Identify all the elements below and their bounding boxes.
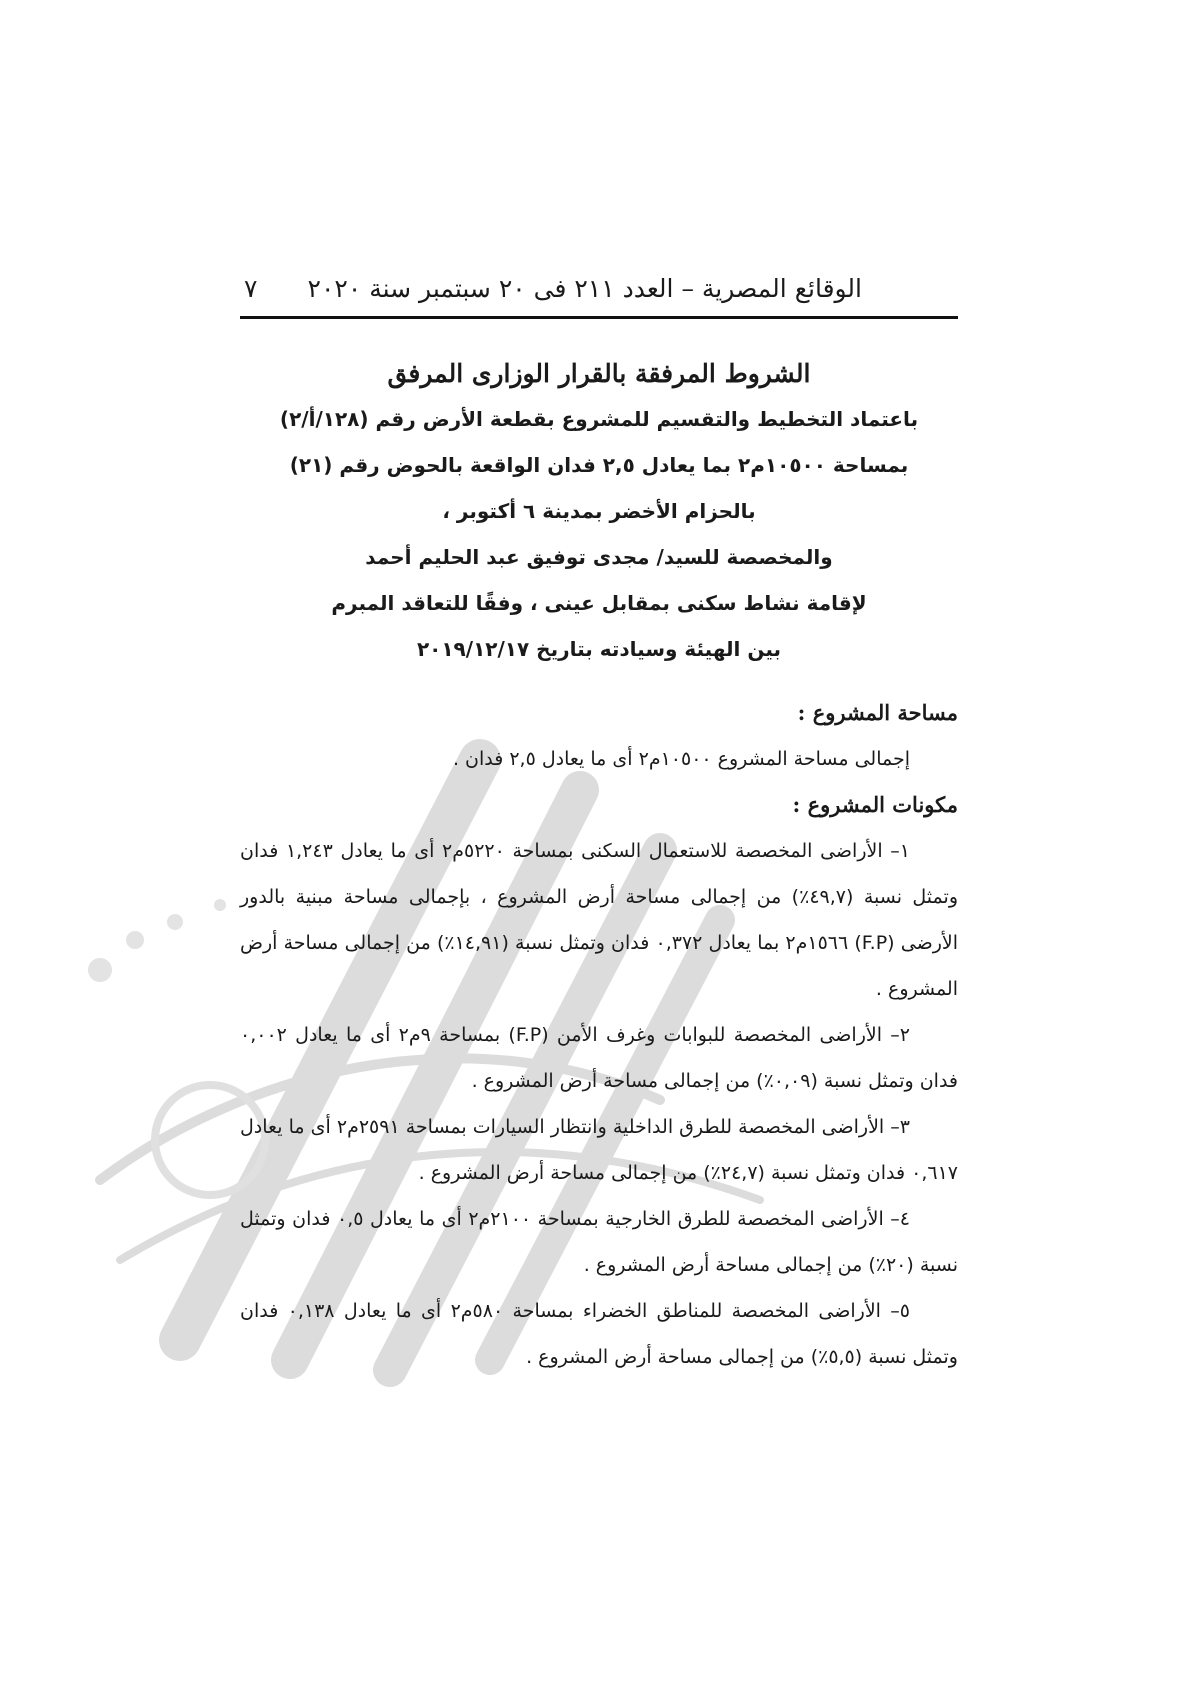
component-item-3: ٣– الأراضى المخصصة للطرق الداخلية وانتظار السيارات بمساحة ٢٥٩١م٢ أى ما يعادل ٠,٦١٧ فدان وتمثل نسبة (٢٤,٧٪) من إجمالى مساحة أرض المشروع . <box>240 1116 958 1184</box>
title-line: باعتماد التخطيط والتقسيم للمشروع بقطعة الأرض رقم (١٢٨/أ/٢) <box>279 407 919 431</box>
gazette-issue-title: الوقائع المصرية – العدد ٢١١ فى ٢٠ سبتمبر سنة ٢٠٢٠ <box>307 274 862 303</box>
page-number: ٧ <box>244 274 258 303</box>
area-paragraph: إجمالى مساحة المشروع ١٠٥٠٠م٢ أى ما يعادل ٢,٥ فدان . <box>452 748 910 770</box>
title-line: بمساحة ١٠٥٠٠م٢ بما يعادل ٢,٥ فدان الواقعة بالحوض رقم (٢١) <box>289 453 909 477</box>
component-item-2: ٢– الأراضى المخصصة للبوابات وغرف الأمن (F.P) بمساحة ٩م٢ أى ما يعادل ٠,٠٠٢ فدان وتمثل نسبة (٠,٠٩٪) من إجمالى مساحة أرض المشروع . <box>240 1024 958 1092</box>
title-line: بين الهيئة وسيادته بتاريخ ٢٠١٩/١٢/١٧ <box>416 637 782 661</box>
page-header <box>240 270 958 319</box>
decree-title-block <box>240 352 958 672</box>
title-line: بالحزام الأخضر بمدينة ٦ أكتوبر ، <box>442 499 756 523</box>
components-heading: مكونات المشروع : <box>792 792 958 817</box>
area-heading: مساحة المشروع : <box>797 700 958 725</box>
component-item-5: ٥– الأراضى المخصصة للمناطق الخضراء بمساحة ٥٨٠م٢ أى ما يعادل ٠,١٣٨ فدان وتمثل نسبة (٥,٥٪) من إجمالى مساحة أرض المشروع . <box>240 1300 958 1368</box>
document-body <box>240 690 958 1380</box>
title-line: والمخصصة للسيد/ مجدى توفيق عبد الحليم أحمد <box>365 545 833 569</box>
main-title: الشروط المرفقة بالقرار الوزارى المرفق <box>387 359 811 388</box>
component-item-4: ٤– الأراضى المخصصة للطرق الخارجية بمساحة ٢١٠٠م٢ أى ما يعادل ٠,٥ فدان وتمثل نسبة (٢٠٪) من إجمالى مساحة أرض المشروع . <box>240 1208 958 1276</box>
title-line: لإقامة نشاط سكنى بمقابل عينى ، وفقًا للتعاقد المبرم <box>331 591 867 615</box>
component-item-1: ١– الأراضى المخصصة للاستعمال السكنى بمساحة ٥٢٢٠م٢ أى ما يعادل ١,٢٤٣ فدان وتمثل نسبة (٤٩,٧٪) من إجمالى مساحة أرض المشروع ، بإجمالى مساحة مبنية بالدور الأرضى (F.P) ١٥٦٦م٢ بما يعادل ٠,٣٧٢ فدان وتمثل نسبة (١٤,٩١٪) من إجمالى مساحة أرض المشروع . <box>240 840 958 1000</box>
